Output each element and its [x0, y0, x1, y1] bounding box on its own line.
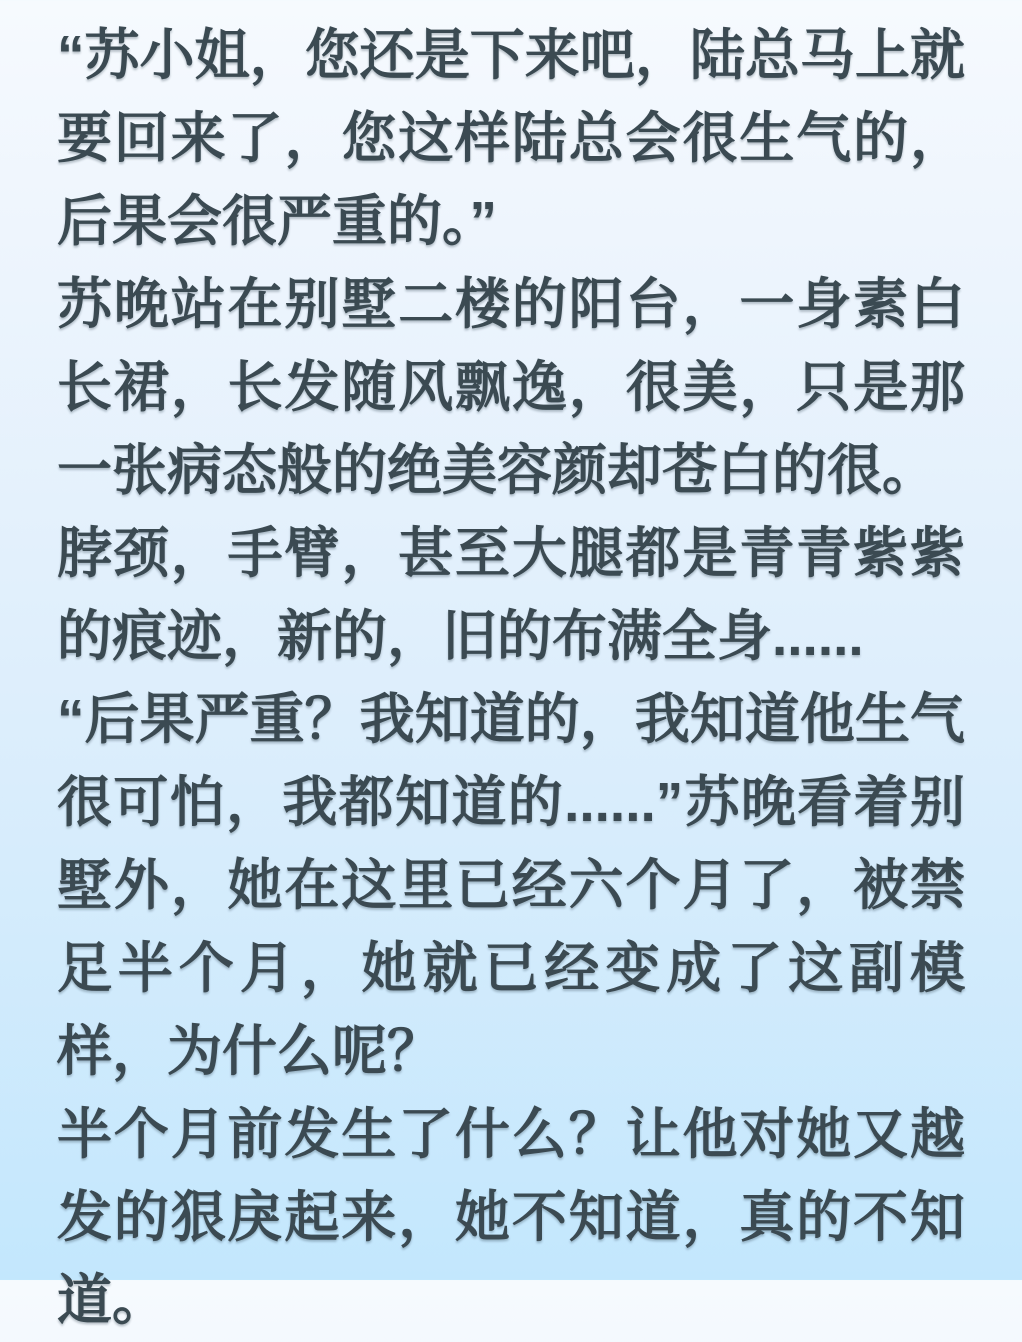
- paragraph-dialogue-1: “苏小姐，您还是下来吧，陆总马上就要回来了，您这样陆总会很生气的，后果会很严重的。”: [57, 24, 965, 252]
- novel-text-block: [57, 14, 965, 1342]
- paragraph-narration-3: 半个月前发生了什么？让他对她又越发的狠戾起来，她不知道，真的不知道。: [57, 1103, 965, 1331]
- paragraph-narration-2: 脖颈，手臂，甚至大腿都是青青紫紫的痕迹，新的，旧的布满全身......: [57, 522, 965, 667]
- paragraph-narration-1: 苏晚站在别墅二楼的阳台，一身素白长裙，长发随风飘逸，很美，只是那一张病态般的绝美容颜却苍白的很。: [57, 273, 965, 501]
- paragraph-dialogue-2: “后果严重？我知道的，我知道他生气很可怕，我都知道的......”苏晚看着别墅外，她在这里已经六个月了，被禁足半个月，她就已经变成了这副模样，为什么呢？: [57, 688, 965, 1082]
